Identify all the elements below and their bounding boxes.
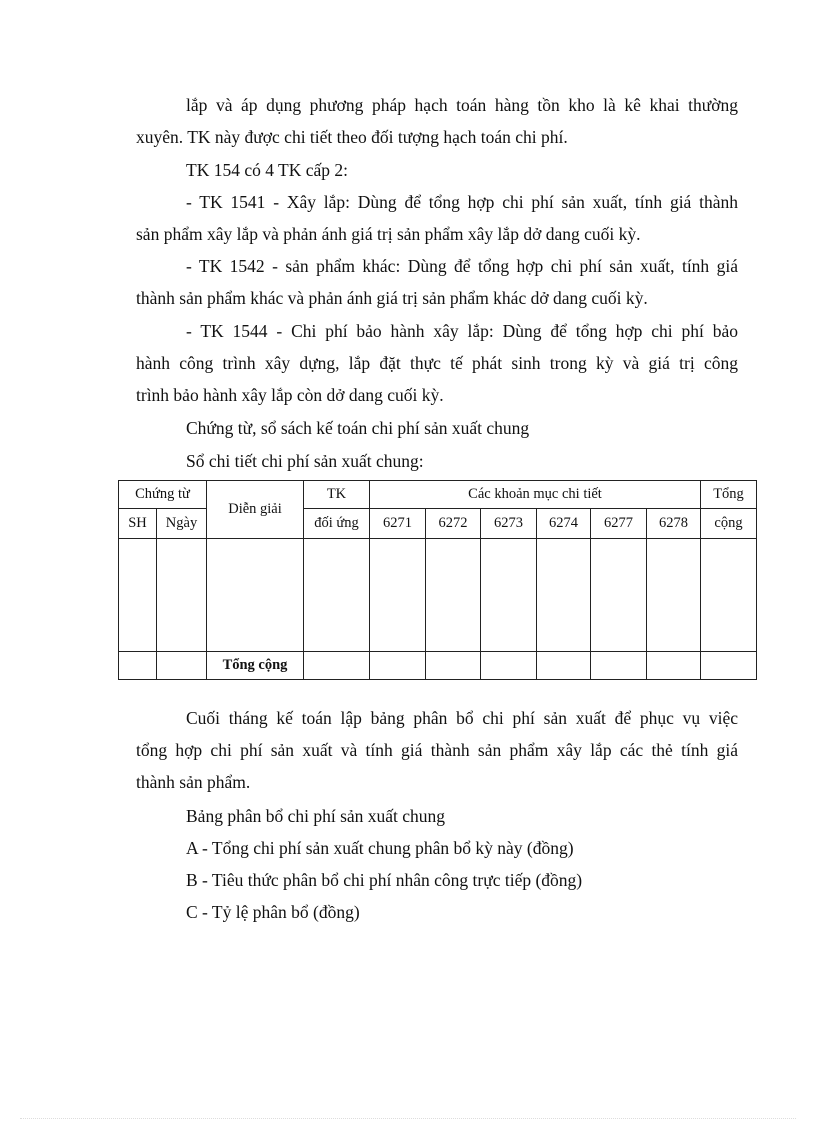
table-cell [701,539,757,652]
table-cell [157,539,207,652]
table-cell [481,652,537,680]
paragraph-tk1541: - TK 1541 - Xây lắp: Dùng để tổng hợp chi phí sản xuất, tính giá thành sản phẩm xây lắp và phản ánh giá trị sản phẩm xây lắp dở dang cuối kỳ. [136,192,738,244]
paragraph-item-c: C - Tỷ lệ phân bổ (đồng) [186,902,360,922]
total-row-label: Tổng cộng [207,652,304,680]
table-cell [481,539,537,652]
table-cell [370,539,426,652]
general-production-cost-ledger-table [118,480,757,680]
table-body-row [119,539,757,652]
table-cell [157,652,207,680]
header-cac-khoan-muc: Các khoản mục chi tiết [370,481,701,509]
paragraph-tk1544: - TK 1544 - Chi phí bảo hành xây lắp: Dùng để tổng hợp chi phí bảo hành công trình xây dựng, lắp đặt thực tế phát sinh trong kỳ và giá trị công trình bảo hành xây lắp còn dở dang cuối kỳ. [136,321,738,405]
header-doi-ung: đối ứng [304,509,370,539]
header-tk: TK [304,481,370,509]
table-cell [304,539,370,652]
header-account-6274: 6274 [537,509,591,539]
paragraph-item-a: A - Tổng chi phí sản xuất chung phân bổ kỳ này (đồng) [186,838,574,858]
header-account-6277: 6277 [591,509,647,539]
paragraph-intro: lắp và áp dụng phương pháp hạch toán hàng tồn kho là kê khai thường xuyên. TK này được chi tiết theo đối tượng hạch toán chi phí. [136,95,738,147]
page-bottom-divider [20,1118,796,1119]
header-account-6271: 6271 [370,509,426,539]
table-cell [304,652,370,680]
table-cell [426,652,481,680]
paragraph-tk154: TK 154 có 4 TK cấp 2: [186,160,349,180]
table-cell [647,652,701,680]
header-chung-tu: Chứng từ [119,481,207,509]
table-cell [537,539,591,652]
header-sh: SH [119,509,157,539]
table-cell [591,652,647,680]
paragraph-item-b: B - Tiêu thức phân bổ chi phí nhân công trực tiếp (đồng) [186,870,583,890]
table-cell [119,539,157,652]
paragraph-tk1542: - TK 1542 - sản phẩm khác: Dùng để tổng hợp chi phí sản xuất, tính giá thành sản phẩm khác và phản ánh giá trị sản phẩm khác dở dang cuối kỳ. [136,256,738,308]
table-cell [119,652,157,680]
header-ngay: Ngày [157,509,207,539]
table-cell [426,539,481,652]
header-tong: Tổng [701,481,757,509]
header-account-6273: 6273 [481,509,537,539]
table-cell [591,539,647,652]
paragraph-chung-tu-heading: Chứng từ, sổ sách kế toán chi phí sản xuất chung [186,418,530,438]
paragraph-so-chi-tiet-heading: Sổ chi tiết chi phí sản xuất chung: [186,451,424,471]
table-cell [647,539,701,652]
header-dien-giai: Diễn giải [207,481,304,539]
paragraph-cuoi-thang: Cuối tháng kế toán lập bảng phân bổ chi phí sản xuất để phục vụ việc tổng hợp chi phí sản xuất và tính giá thành sản phẩm xây lắp các thẻ tính giá thành sản phẩm. [136,708,738,792]
header-cong: cộng [701,509,757,539]
table-cell [537,652,591,680]
header-account-6278: 6278 [647,509,701,539]
table-cell [701,652,757,680]
header-account-6272: 6272 [426,509,481,539]
table-total-row [119,652,757,680]
table-header-row-1 [119,481,757,509]
table-cell [207,539,304,652]
table-cell [370,652,426,680]
paragraph-bang-phan-bo: Bảng phân bổ chi phí sản xuất chung [186,806,446,826]
